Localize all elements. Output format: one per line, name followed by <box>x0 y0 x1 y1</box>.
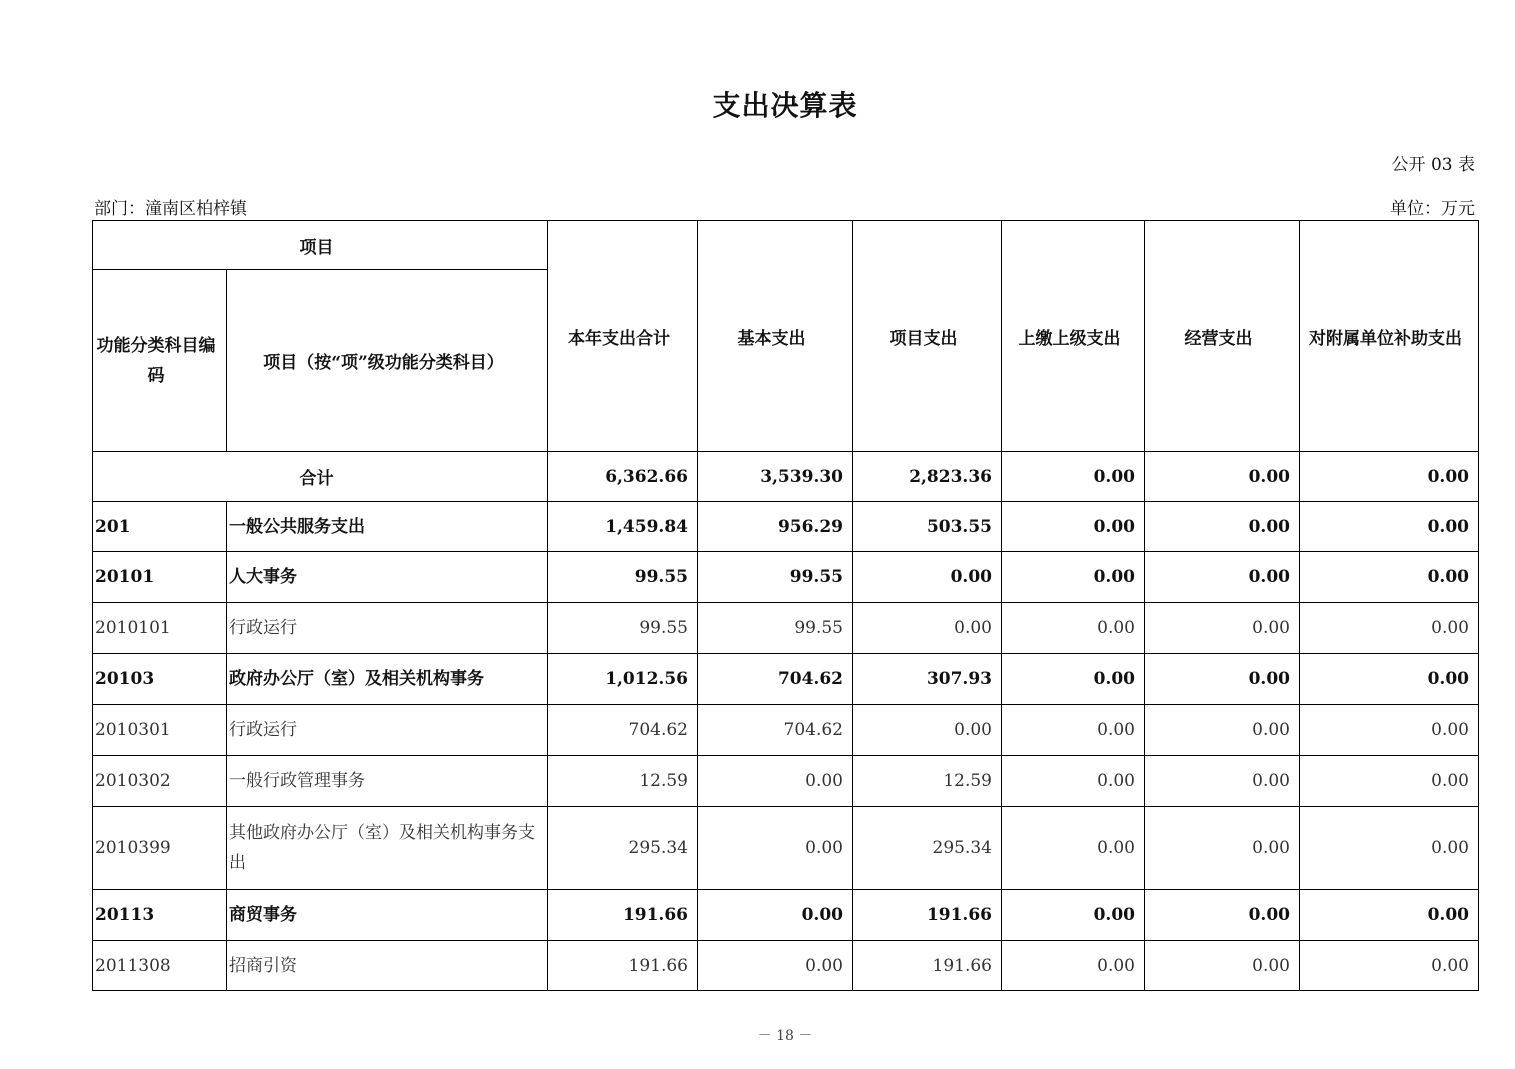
department-label: 部门：潼南区柏梓镇 <box>94 199 247 219</box>
row-code: 20113 <box>93 890 227 941</box>
header-row-1 <box>93 221 1479 270</box>
row-value: 0.00 <box>1300 603 1479 654</box>
table-row <box>93 890 1479 941</box>
row-value: 0.00 <box>1300 654 1479 705</box>
row-value: 307.93 <box>853 654 1002 705</box>
row-code: 20103 <box>93 654 227 705</box>
header-project: 项目 <box>93 221 548 270</box>
unit-label: 单位：万元 <box>1390 199 1475 219</box>
row-value: 0.00 <box>1002 941 1145 991</box>
row-value: 99.55 <box>698 603 853 654</box>
row-value: 295.34 <box>548 807 698 890</box>
row-name: 一般行政管理事务 <box>227 756 548 807</box>
row-value: 0.00 <box>1002 502 1145 552</box>
row-code: 2010301 <box>93 705 227 756</box>
row-name: 行政运行 <box>227 603 548 654</box>
row-value: 0.00 <box>1300 705 1479 756</box>
row-code: 2010101 <box>93 603 227 654</box>
row-value: 0.00 <box>1145 807 1300 890</box>
row-code: 201 <box>93 502 227 552</box>
row-value: 0.00 <box>1300 807 1479 890</box>
row-value: 0.00 <box>1145 705 1300 756</box>
table-row <box>93 941 1479 991</box>
row-value: 0.00 <box>1145 890 1300 941</box>
row-value: 99.55 <box>698 552 853 603</box>
row-value: 0.00 <box>698 890 853 941</box>
row-value: 0.00 <box>1002 890 1145 941</box>
row-name: 人大事务 <box>227 552 548 603</box>
row-value: 1,459.84 <box>548 502 698 552</box>
table-row <box>93 552 1479 603</box>
row-value: 0.00 <box>698 756 853 807</box>
row-value: 0.00 <box>1145 654 1300 705</box>
row-value: 0.00 <box>1002 756 1145 807</box>
summary-label: 合计 <box>93 452 548 502</box>
table-row <box>93 807 1479 890</box>
table-row <box>93 603 1479 654</box>
row-value: 0.00 <box>1002 603 1145 654</box>
row-value: 0.00 <box>1002 654 1145 705</box>
header-code: 功能分类科目编码 <box>93 270 227 452</box>
summary-value: 3,539.30 <box>698 452 853 502</box>
row-name: 行政运行 <box>227 705 548 756</box>
table-row <box>93 756 1479 807</box>
header-project-expenditure: 项目支出 <box>853 221 1002 452</box>
row-name: 招商引资 <box>227 941 548 991</box>
header-name: 项目（按“项”级功能分类科目） <box>227 270 548 452</box>
row-value: 191.66 <box>548 890 698 941</box>
row-value: 704.62 <box>548 705 698 756</box>
summary-value: 6,362.66 <box>548 452 698 502</box>
row-code: 2011308 <box>93 941 227 991</box>
row-value: 704.62 <box>698 654 853 705</box>
summary-value: 0.00 <box>1300 452 1479 502</box>
table-row <box>93 502 1479 552</box>
row-value: 0.00 <box>853 603 1002 654</box>
row-name: 政府办公厅（室）及相关机构事务 <box>227 654 548 705</box>
row-value: 191.66 <box>548 941 698 991</box>
table-row <box>93 654 1479 705</box>
row-value: 0.00 <box>1300 890 1479 941</box>
summary-value: 0.00 <box>1145 452 1300 502</box>
row-value: 0.00 <box>1145 502 1300 552</box>
row-value: 0.00 <box>698 941 853 991</box>
row-value: 0.00 <box>1002 807 1145 890</box>
header-subsidy: 对附属单位补助支出 <box>1300 221 1479 452</box>
header-upper: 上缴上级支出 <box>1002 221 1145 452</box>
summary-value: 0.00 <box>1002 452 1145 502</box>
row-value: 191.66 <box>853 890 1002 941</box>
row-value: 0.00 <box>1300 502 1479 552</box>
header-business: 经营支出 <box>1145 221 1300 452</box>
row-value: 704.62 <box>698 705 853 756</box>
row-code: 20101 <box>93 552 227 603</box>
row-value: 0.00 <box>1145 603 1300 654</box>
page-number: － 18 － <box>757 1028 813 1044</box>
row-value: 0.00 <box>1002 705 1145 756</box>
row-value: 12.59 <box>548 756 698 807</box>
header-total: 本年支出合计 <box>548 221 698 452</box>
table-row <box>93 705 1479 756</box>
row-value: 503.55 <box>853 502 1002 552</box>
row-value: 0.00 <box>853 705 1002 756</box>
row-value: 0.00 <box>1145 756 1300 807</box>
row-code: 2010399 <box>93 807 227 890</box>
row-value: 0.00 <box>1002 552 1145 603</box>
row-value: 1,012.56 <box>548 654 698 705</box>
summary-row <box>93 452 1479 502</box>
header-basic: 基本支出 <box>698 221 853 452</box>
expenditure-table <box>92 220 1479 991</box>
row-value: 956.29 <box>698 502 853 552</box>
row-value: 0.00 <box>1300 941 1479 991</box>
row-name: 商贸事务 <box>227 890 548 941</box>
form-number: 公开 03 表 <box>1391 155 1475 175</box>
table-body <box>93 452 1479 991</box>
row-value: 0.00 <box>1145 552 1300 603</box>
row-name: 其他政府办公厅（室）及相关机构事务支出 <box>227 807 548 890</box>
page-title: 支出决算表 <box>712 89 858 122</box>
row-value: 0.00 <box>1300 756 1479 807</box>
row-value: 99.55 <box>548 552 698 603</box>
row-value: 0.00 <box>1300 552 1479 603</box>
row-value: 0.00 <box>853 552 1002 603</box>
row-value: 0.00 <box>698 807 853 890</box>
row-value: 191.66 <box>853 941 1002 991</box>
row-value: 0.00 <box>1145 941 1300 991</box>
summary-value: 2,823.36 <box>853 452 1002 502</box>
row-code: 2010302 <box>93 756 227 807</box>
row-value: 99.55 <box>548 603 698 654</box>
row-value: 295.34 <box>853 807 1002 890</box>
row-name: 一般公共服务支出 <box>227 502 548 552</box>
row-value: 12.59 <box>853 756 1002 807</box>
